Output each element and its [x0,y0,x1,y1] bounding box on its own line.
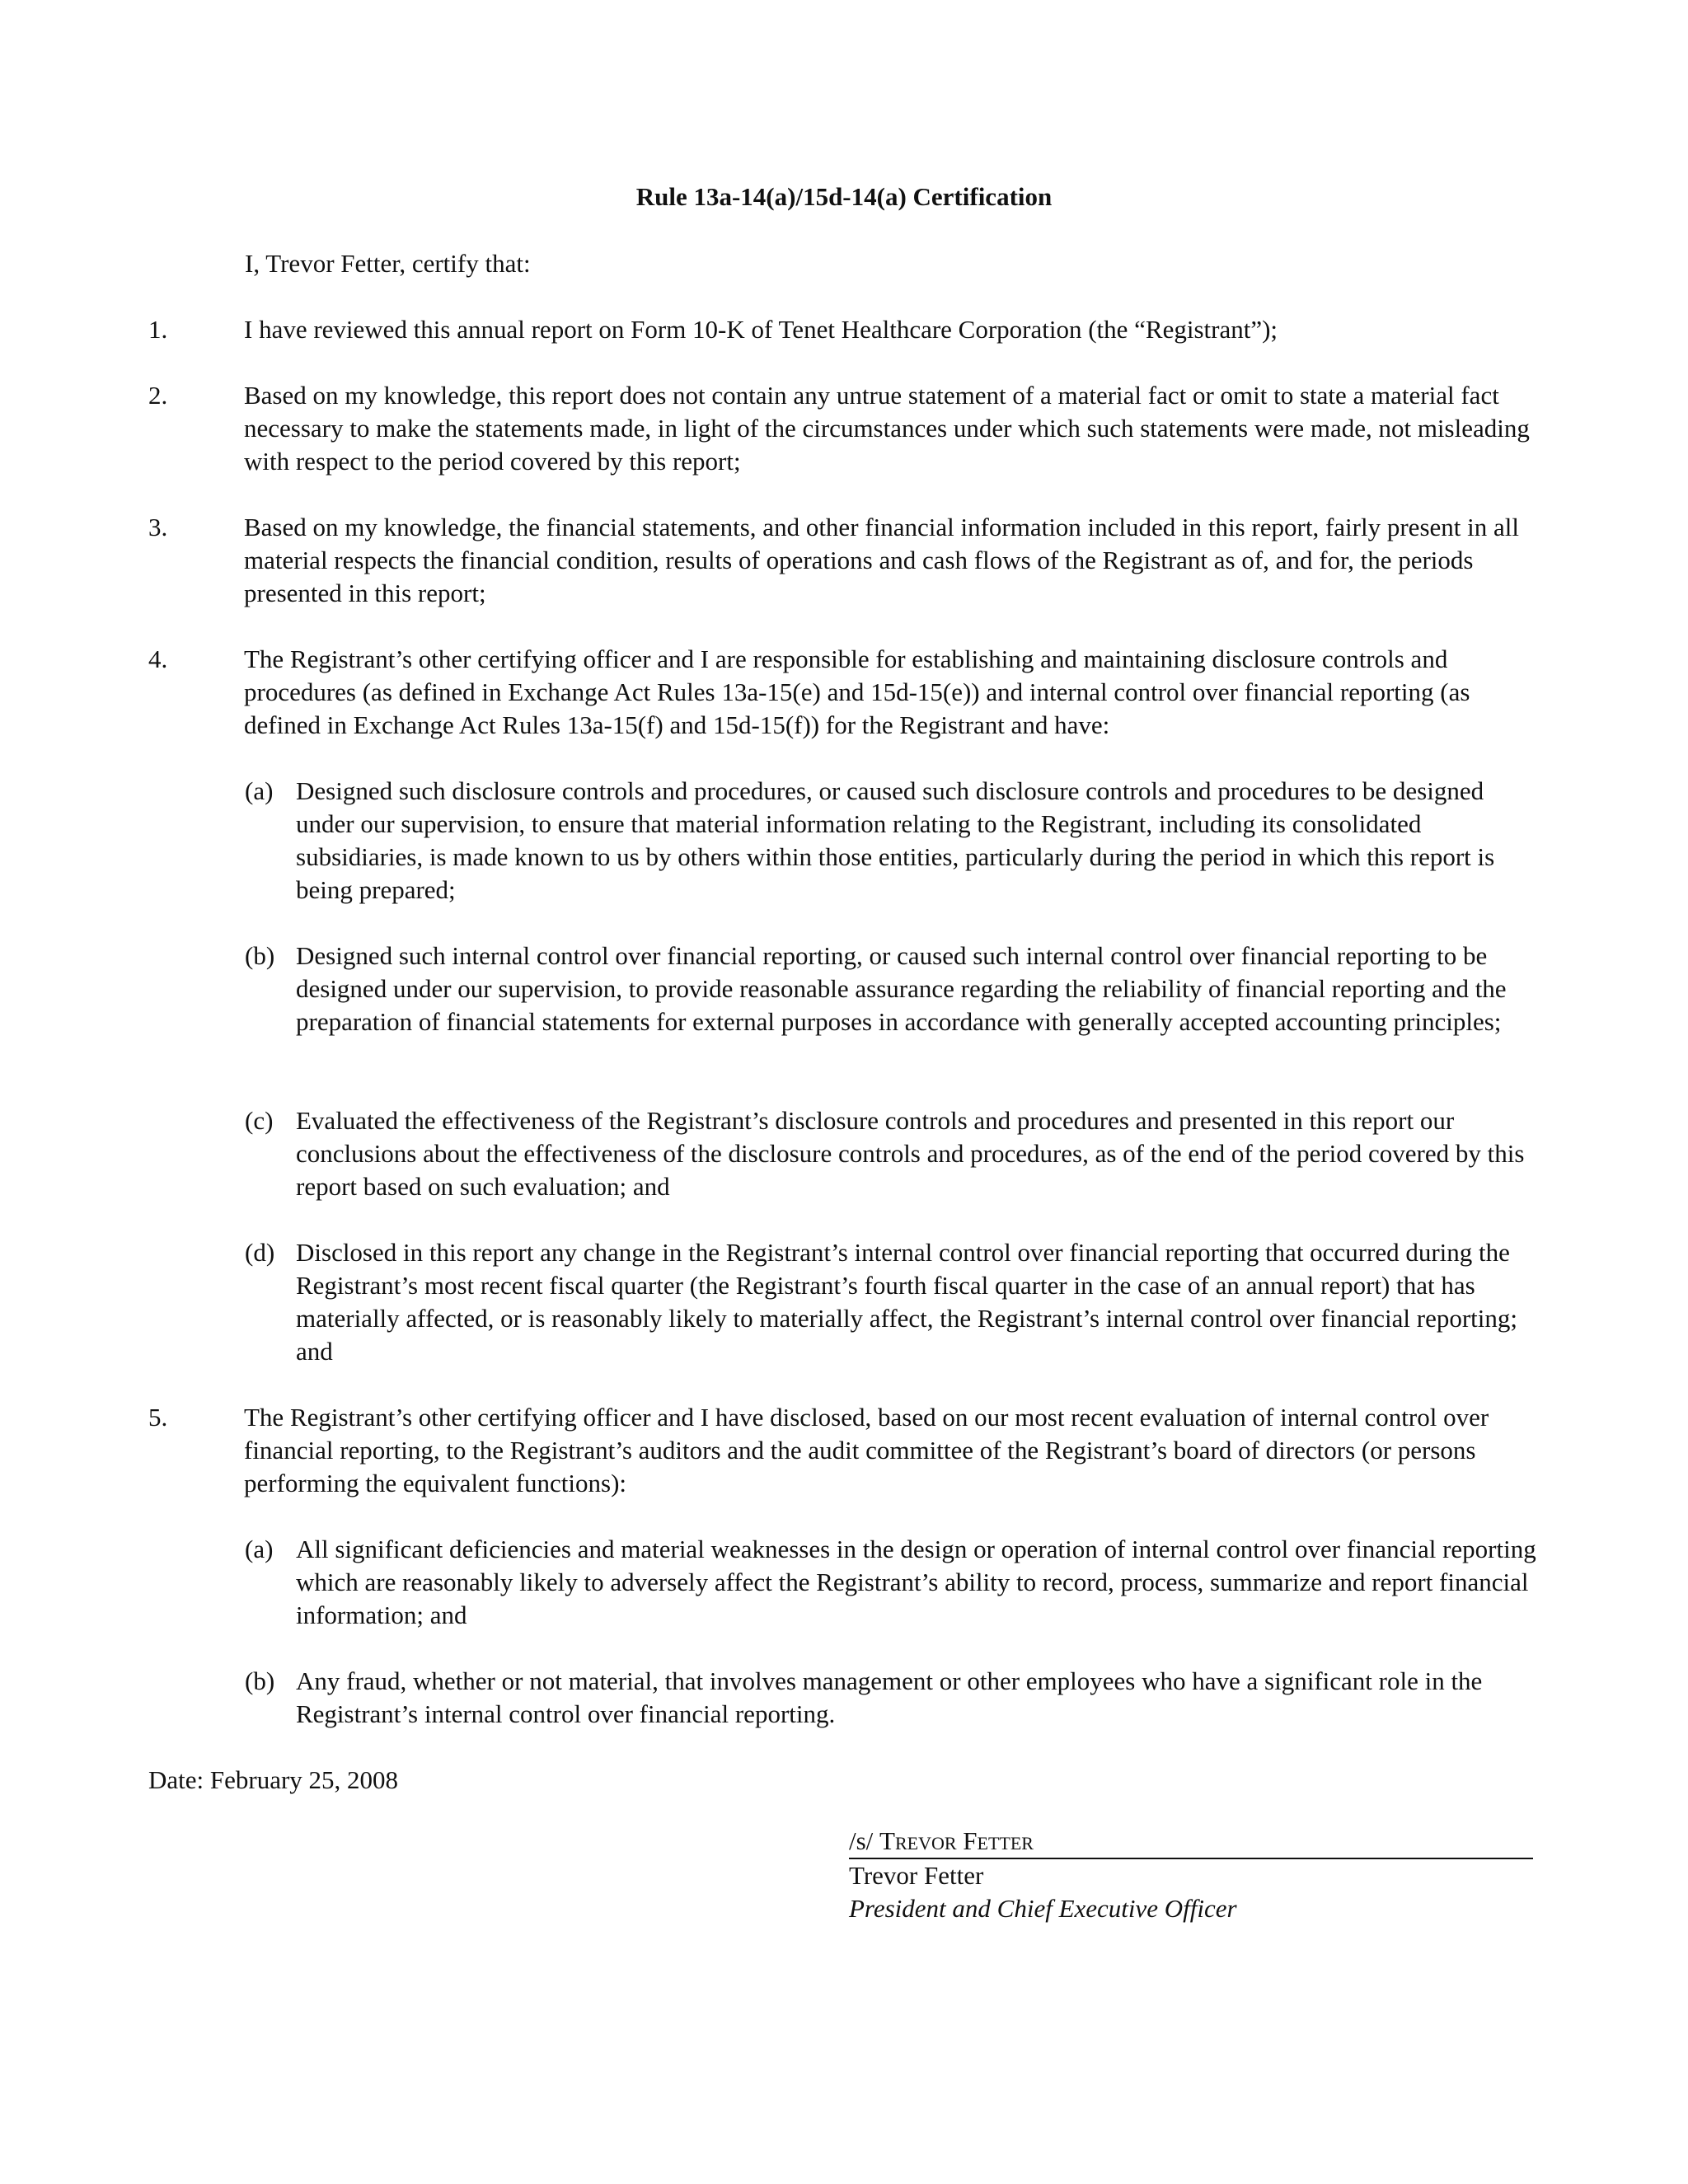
signer-title: President and Chief Executive Officer [849,1894,1237,1923]
signature-prefix: /s/ [849,1826,880,1855]
sub-item-letter: (b) [245,1666,275,1695]
item-number: 2. [148,381,168,410]
sub-item-letter: (a) [245,776,274,805]
sub-item-letter: (b) [245,941,275,970]
sub-item-letter: (d) [245,1238,275,1267]
sub-item-letter: (c) [245,1106,274,1135]
certification-item-1 [148,313,1533,346]
sub-item-text: Designed such internal control over financial reporting, or caused such internal control over financial reporting to be designed under our supervision, to provide reasonable assurance regarding the reliability of financial reporting and the preparation of financial statements for external purposes in accordance with generally accepted accounting principles; [296,941,1507,1036]
item-number: 3. [148,513,168,541]
item-text: The Registrant’s other certifying officer and I have disclosed, based on our most recent evaluation of internal control over financial reporting, to the Registrant’s auditors and the audit committee of the Registrant’s board of directors (or persons performing the equivalent functions): [244,1403,1489,1497]
signer-name: Trevor Fetter [849,1861,984,1890]
certification-item-2 [148,379,1533,478]
sub-item-text: Evaluated the effectiveness of the Registrant’s disclosure controls and procedures and presented in this report our conclusions about the effectiveness of the disclosure controls and procedures, as of the end of the period covered by this report based on such evaluation; and [296,1106,1525,1201]
item-number: 1. [148,315,168,344]
item-5-sub-a [245,1533,1539,1632]
signature-line [849,1825,1533,1859]
certification-date: Date: February 25, 2008 [148,1765,399,1794]
item-4-sub-b [245,940,1539,1038]
item-5-sub-b [245,1665,1539,1731]
item-text: The Registrant’s other certifying officer and I are responsible for establishing and maintaining disclosure controls and procedures (as defined in Exchange Act Rules 13a-15(e) and 15d-15(e)) and internal control over financial reporting (as defined in Exchange Act Rules 13a-15(f) and 15d-15(f)) for the Registrant and have: [244,644,1470,739]
sub-item-text: Disclosed in this report any change in the Registrant’s internal control over financial reporting that occurred during the Registrant’s most recent fiscal quarter (the Registrant’s fourth fiscal quarter in the case of an annual report) that has materially affected, or is reasonably likely to materially affect, the Registrant’s internal control over financial reporting; and [296,1238,1518,1366]
intro-statement: I, Trevor Fetter, certify that: [245,249,531,278]
item-4-sub-d [245,1236,1539,1368]
signature-name: Trevor Fetter [879,1826,1034,1855]
sub-item-text: Designed such disclosure controls and procedures, or caused such disclosure controls and procedures to be designed under our supervision, to ensure that material information relating to the Registrant, including its consolidated subsidiaries, is made known to us by others within those entities, particularly during the period in which this report is being prepared; [296,776,1495,904]
item-text: Based on my knowledge, this report does not contain any untrue statement of a material fact or omit to state a material fact necessary to make the statements made, in light of the circumstances under which such statements were made, not misleading with respect to the period covered by this report; [244,381,1530,476]
document-title: Rule 13a-14(a)/15d-14(a) Certification [635,182,1053,211]
sub-item-text: Any fraud, whether or not material, that involves management or other employees who have a significant role in the Registrant’s internal control over financial reporting. [296,1666,1483,1728]
sub-item-letter: (a) [245,1535,274,1563]
item-text: I have reviewed this annual report on Form 10-K of Tenet Healthcare Corporation (the “Registrant”); [244,315,1278,344]
signature-block [849,1825,1533,1925]
certification-item-3 [148,511,1533,610]
certification-item-5 [148,1401,1533,1500]
item-4-sub-a [245,775,1539,907]
item-4-sub-c [245,1104,1539,1203]
item-number: 4. [148,644,168,673]
sub-item-text: All significant deficiencies and material weaknesses in the design or operation of internal control over financial reporting which are reasonably likely to adversely affect the Registrant’s ability to record, process, summarize and report financial information; and [296,1535,1536,1629]
certification-item-4 [148,643,1533,742]
item-number: 5. [148,1403,168,1432]
item-text: Based on my knowledge, the financial statements, and other financial information included in this report, fairly present in all material respects the financial condition, results of operations and cash flows of the Registrant as of, and for, the periods presented in this report; [244,513,1519,607]
